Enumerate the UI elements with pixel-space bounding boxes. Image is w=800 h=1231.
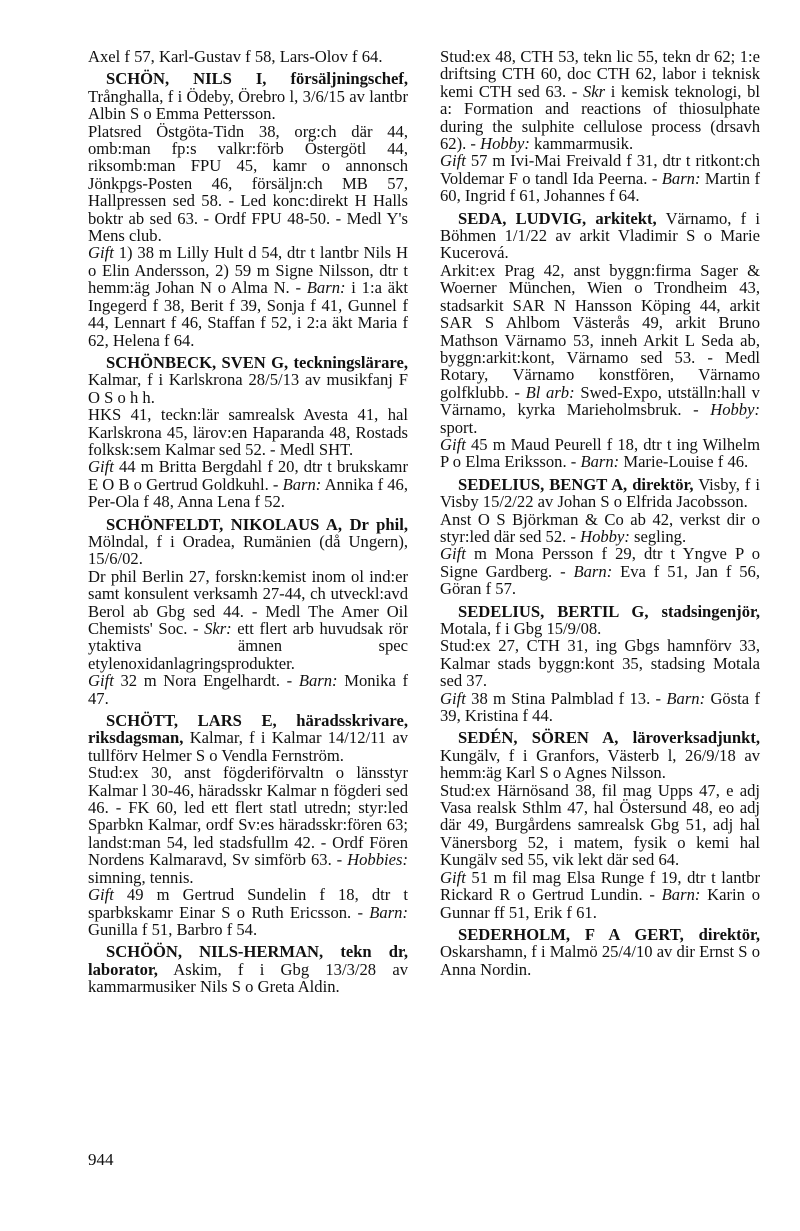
entry-heading [88,354,408,406]
entry-heading [88,712,408,764]
gift-label: Gift [440,151,466,171]
entry-family [88,458,408,510]
hobby-text: segling. [634,526,687,546]
entry-name: SCHÖÖN, NILS-HERMAN, [106,942,324,962]
barn-label: Barn: [661,168,701,188]
barn-label: Barn: [661,885,701,905]
barn-text: Monika f 47. [88,671,408,708]
left-column [88,48,408,1001]
barn-label: Barn: [298,671,338,691]
hobby-label: Hobby: [580,526,630,546]
career-text: Arkit:ex Prag 42, anst byggn:firma Sager & Woerner München, Wien o Trondheim 43, stadsarkit SAR N Hansson Köping 44, arkit SAR S Ahlbom Västerås 49, arkit Bruno Mathson Värnamo 53, inneh Arkit L Seda ab, byggn:arkit:kont, Värnamo sed 53. - Medl Rotary, Värnamo konstfören, Värnamo golfklubb. - [440,260,760,402]
works-label: Bl arb: [525,382,575,402]
hobby-label: Hobby: [710,400,760,420]
entry-intro: Kungälv, f i Granfors, Västerb l, 26/9/18 av hemm:äg Karl S o Agnes Nilsson. [440,745,760,783]
entry-heading [440,729,760,781]
gift-text: 49 m Gertrud Sundelin f 18, dtr t sparbkskamr Einar S o Ruth Ericsson. - [88,885,408,922]
entry-intro: Motala, f i Gbg 15/9/08. [440,619,602,638]
entry-career [88,568,408,672]
entry-career: HKS 41, teckn:lär samrealsk Avesta 41, hal Karlskrona 45, lärov:en Haparanda 48, Rostads folksk:sem Kalmar sed 52. - Medl SHT. [88,405,408,459]
entry-heading [88,70,408,122]
entry-family [440,436,760,471]
gift-text: 32 m Nora Engelhardt. - [120,671,293,691]
entry-sedelius-bertil [440,603,760,725]
gift-label: Gift [440,867,466,887]
skr-label: Skr [583,81,606,101]
hobby-text: kammarmusik. [534,134,634,154]
hobby-text: simning, tennis. [88,867,194,887]
gift-text: 1) 38 m Lilly Hult d 54, dtr t lantbr Nils H o Elin Andersson, 2) 59 m Signe Nilsson, dtr t hemm:äg Johan N o Alma N. - [88,243,408,298]
barn-text: i 1:a äkt Ingegerd f 38, Berit f 39, Sonja f 41, Gunnel f 44, Lennart f 46, Staffan f 52, i 2:a äkt Maria f 62, Helena f 64. [88,278,409,350]
gift-text: 44 m Britta Bergdahl f 20, dtr t brukskamr E O B o Gertrud Goldkuhl. - [88,457,408,494]
entry-career [88,764,408,886]
career-text: Stud:ex 48, CTH 53, tekn lic 55, tekn dr 62; 1:e driftsing CTH 60, doc CTH 62, labor i teknisk kemi CTH sed 63. - [440,47,760,101]
hobby-text: sport. [440,417,478,437]
entry-seden-soren [440,729,760,920]
barn-label: Barn: [282,474,322,494]
gift-label: Gift [88,885,114,905]
entry-title: läroverksadjunkt, [632,728,760,748]
entry-family [440,869,760,921]
gift-label: Gift [88,243,114,263]
entry-schonbeck-sven [88,354,408,511]
barn-text: Karin o Gunnar ff 51, Erik f 61. [440,885,760,922]
entry-title: direktör, [698,924,760,944]
skr-text: i kemisk teknologi, bl a: Formation and reactions of thiosulphate during the sulphite cellulose process (drsavh 62). - [440,81,760,154]
gift-label: Gift [88,457,114,477]
entry-title: arkitekt, [595,208,657,228]
barn-text: Annika f 46, Per-Ola f 48, Anna Lena f 52. [88,474,409,512]
entry-continuation [440,48,760,205]
works-text: Swed-Expo, utställn:hall v Värnamo, kyrka Marieholmsbruk. - [440,382,760,420]
gift-label: Gift [440,544,466,564]
entry-text: Axel f 57, Karl-Gustav f 58, Lars-Olov f 64. [88,47,383,66]
entry-name: SEDA, LUDVIG, [458,208,587,228]
gift-text: 51 m fil mag Elsa Runge f 19, dtr t lantbr Rickard R o Gertrud Lundin. - [440,867,760,905]
entry-career [440,48,760,152]
entry-family [88,672,408,707]
entry-intro: Kalmar, f i Karlskrona 28/5/13 av musikfanj F O S o h h. [88,370,408,407]
barn-label: Barn: [580,452,620,472]
barn-label: Barn: [369,902,408,922]
entry-seda-ludvig [440,210,760,471]
gift-label: Gift [440,688,466,708]
skr-label: Skr: [204,619,232,638]
career-text: Anst O S Björkman & Co ab 42, verkst dir o styr:led där sed 52. - [440,509,760,546]
entry-intro: Trånghalla, f i Ödeby, Örebro l, 3/6/15 av lantbr Albin S o Emma Pettersson. [88,86,408,124]
entry-name: SEDÉN, SÖREN A, [458,728,619,748]
entry-career [440,511,760,546]
entry-schoon-nils-herman [88,943,408,995]
entry-intro: Oskarshamn, f i Malmö 25/4/10 av dir Ernst S o Anna Nordin. [440,942,760,979]
entry-title: försäljningschef, [290,69,408,89]
entry-family [440,545,760,597]
page-number: 944 [88,1150,114,1169]
entry-heading [440,603,760,638]
entry-career: Stud:ex Härnösand 38, fil mag Upps 47, e adj Vasa realsk Sthlm 47, hal Östersund 48, eo adj där 49, Burgårdens samrealsk Gbg 51, adj hal Vänersborg 52, i matem, fysik o kemi hal Kungälv sed 55, vik lekt där sed 64. [440,780,760,870]
entry-name: SCHÖNFELDT, NIKOLAUS A, Dr phil, [106,514,408,534]
entry-heading [88,943,408,995]
barn-text: Martin f 60, Ingrid f 61, Johannes f 64. [440,168,760,206]
barn-label: Barn: [666,688,706,708]
entry-name: SCHÖTT, LARS E, [106,711,277,731]
entry-intro: Mölndal, f i Oradea, Rumänien (då Ungern), 15/6/02. [88,531,408,569]
entry-heading [440,210,760,262]
entry-sedelius-bengt [440,476,760,598]
entry-title: stadsingenjör, [661,601,760,621]
barn-label: Barn: [573,561,613,581]
gift-text: 57 m Ivi-Mai Freivald f 31, dtr t ritkont:ch Voldemar F o tandl Ida Peerna. - [440,151,760,188]
hobby-label: Hobby: [480,134,530,154]
entry-name: SCHÖN, NILS I, [106,69,267,89]
career-text: Dr phil Berlin 27, forskn:kemist inom ol ind:er samt konsulent verksamh 27-44, ch utveckl:avd Berol ab Gbg sed 44. - Medl The Amer Oil Chemists' Soc. - [88,566,408,638]
entry-heading [440,926,760,978]
entry-career: Platsred Östgöta-Tidn 38, org:ch där 44, omb:man fp:s valkr:förb Östergötl 44, riksomb:man FPU 45, kamr o annonsch Jönkpgs-Posten 46, försäljn:ch MB 57, Hallpressen sed 58. - Led konc:direkt H Halls boktr ab sed 63. - Ordf FPU 48-50. - Medl Y's Mens club. [88,121,408,246]
entry-family [440,690,760,725]
right-column [440,48,760,983]
entry-title: häradsskrivare, riksdagsman, [88,711,408,748]
skr-text: ett flert arb huvudsak rör ytaktiva ämnen spec etylenoxidanlagringsprodukter. [88,619,408,673]
entry-intro: Värnamo, f i Böhmen 1/1/22 av arkit Vladimir S o Marie Kucerová. [440,208,760,263]
barn-text: Gunilla f 51, Barbro f 54. [88,919,258,939]
barn-label: Barn: [306,278,346,298]
entry-career: Stud:ex 27, CTH 31, ing Gbgs hamnförv 33, Kalmar stads byggn:kont 35, stadsing Motala sed 37. [440,636,760,691]
entry-career [440,262,760,436]
entry-name: SCHÖNBECK, SVEN G, [106,352,289,372]
entry-intro: Visby, f i Visby 15/2/22 av Johan S o Elfrida Jacobsson. [440,474,760,512]
entry-intro: Askim, f i Gbg 13/3/28 av kammarmusiker Nils S o Greta Aldin. [88,959,408,997]
entry-heading [88,516,408,568]
entry-family [88,244,408,348]
entry-family [440,152,760,204]
barn-text: Marie-Louise f 46. [623,452,749,472]
entry-family [88,886,408,938]
entry-sederholm-gert [440,926,760,978]
entry-schonfeldt-nikolaus [88,516,408,707]
entry-intro: Kalmar, f i Kalmar 14/12/11 av tullförv Helmer S o Vendla Fernström. [88,728,408,765]
gift-label: Gift [440,434,466,454]
gift-text: 45 m Maud Peurell f 18, dtr t ing Wilhelm P o Elma Eriksson. - [440,434,760,472]
entry-schon-nils [88,70,408,349]
entry-name: SEDERHOLM, F A GERT, [458,924,684,944]
entry-name: SEDELIUS, BERTIL G, [458,601,649,621]
entry-title: teckningslärare, [293,352,408,372]
entry-title: direktör, [632,474,694,494]
entry-title: tekn dr, laborator, [88,942,408,979]
gift-text: m Mona Persson f 29, dtr t Yngve P o Signe Gardberg. - [440,544,760,581]
hobby-label: Hobbies: [347,850,408,870]
gift-text: 38 m Stina Palmblad f 13. - [471,688,662,708]
entry-schott-lars [88,712,408,938]
entry-heading [440,476,760,511]
entry-name: SEDELIUS, BENGT A, [458,474,628,494]
entry-continuation [88,48,408,65]
career-text: Stud:ex 30, anst fögderiförvaltn o länsstyr Kalmar l 30-46, häradsskr Kalmar n fögderi sed 46. - FK 60, led ett flert statl utredn; styr:led Sparbkn Kalmar, ordf Sv:es häradsskr:fören 63; landst:man 54, led stadsfullm 42. - Ordf Fören Nordens Kalmaravd, Sv simförb 63. - [88,763,408,870]
gift-label: Gift [88,671,114,691]
barn-text: Gösta f 39, Kristina f 44. [440,688,760,726]
barn-text: Eva f 51, Jan f 56, Göran f 57. [440,561,760,599]
